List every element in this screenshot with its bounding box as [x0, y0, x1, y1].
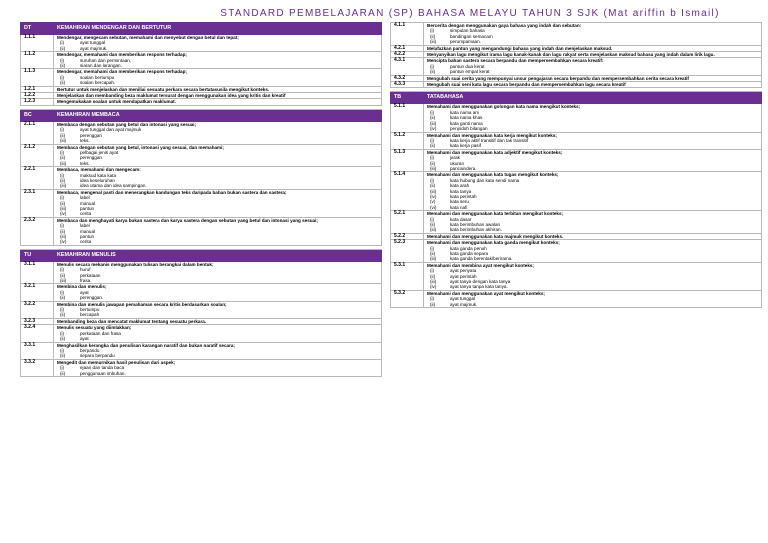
standard-code: 4.2.2 [391, 52, 424, 58]
standard-statement: Memahami dan menggunakan kata terbitan mengikut konteks; [427, 211, 564, 217]
sub-item-text: perkataan dan frasa [80, 330, 121, 336]
sub-item-number: (ii) [60, 200, 66, 206]
standard-statement: Memahami dan menggunakan kata adjektif mengikut konteks; [427, 149, 563, 155]
standard-row [21, 69, 382, 86]
sub-item-number: (iii) [60, 160, 67, 166]
sub-item-text: teks. [80, 160, 90, 166]
standard-content [424, 290, 762, 307]
sub-item-number: (iii) [430, 256, 437, 262]
standard-content [54, 261, 382, 284]
standard-content [54, 301, 382, 318]
sub-item-text: bertumpu [80, 307, 100, 313]
sub-item-text: perenggan [80, 132, 102, 138]
standard-code: 5.3.2 [391, 290, 424, 307]
standard-row [21, 121, 382, 144]
standard-code: 2.3.1 [21, 189, 54, 217]
standard-content [54, 189, 382, 217]
sub-item-number: (i) [60, 74, 65, 80]
standard-content [54, 359, 382, 376]
standard-content [424, 52, 762, 58]
sub-item-text: ayat penyata [450, 268, 477, 274]
sub-item-number: (iv) [430, 126, 437, 132]
sub-item-text: cerita [80, 211, 92, 217]
sub-item [57, 46, 378, 51]
sub-item [57, 278, 378, 283]
sub-item-number: (ii) [60, 370, 66, 376]
standard-row [391, 240, 762, 263]
sub-item [427, 126, 758, 131]
standard-content [424, 23, 762, 46]
sub-item-text: kata nama khas [450, 115, 483, 121]
sub-item [57, 295, 378, 300]
standard-content [424, 172, 762, 211]
sub-item-text: manual [80, 200, 96, 206]
sub-item-text: kata berimbuhan awalan [450, 222, 501, 227]
section-code: TU [21, 249, 54, 261]
standard-code: 1.1.3 [21, 69, 54, 86]
standard-code: 5.1.2 [391, 132, 424, 149]
sub-item [57, 353, 378, 358]
standard-row [21, 167, 382, 190]
sub-item [57, 371, 378, 376]
standard-statement: Mengubah suai cerita yang mempunyai unsur pengajaran secara berpandu dan mempersembahkan cerita secara kreatif [427, 75, 689, 81]
sub-item-number: (i) [60, 172, 65, 178]
sub-item-text: ayat [80, 289, 89, 295]
standard-row [21, 359, 382, 376]
sub-item-text: bandingan semacam [450, 33, 493, 39]
standard-statement: Menjelaskan dan membanding beza maklumat tersurat dengan menggunakan idea yang kritis dan kreatif [57, 93, 286, 99]
sub-item-number: (iii) [430, 39, 437, 45]
sub-item-text: kata kerja aktif transitif dan tak transitif [450, 137, 529, 143]
standard-code: 3.3.2 [21, 359, 54, 376]
sub-item-number: (iii) [60, 138, 67, 144]
standard-code: 3.1.1 [21, 261, 54, 284]
standard-code: 4.3.1 [391, 58, 424, 75]
sub-item-number: (i) [430, 216, 435, 222]
sub-item [57, 336, 378, 341]
sub-item-text: maksud kata kata [80, 172, 117, 178]
sub-item-number: (i) [60, 365, 65, 371]
standard-statement: Mendengar, memahami dan memberikan respons terhadap; [57, 52, 187, 58]
standard-statement: Memahami dan menggunakan ayat mengikut konteks; [427, 290, 545, 296]
standard-statement: Mencipta bahan sastera secara berpandu dan mempersembahkan secara kreatif: [427, 58, 604, 64]
sub-item-text: kata tanya [450, 188, 472, 194]
sub-item-text: perumpamaan. [450, 39, 481, 45]
standard-code: 5.2.1 [391, 211, 424, 234]
page-title: STANDARD PEMBELAJARAN (SP) BAHASA MELAYU TAHUN 3 SJK (Mat ariffin b Ismail) [220, 8, 720, 19]
standard-statement: Mengemukakan soalan untuk mendapatkan maklumat. [57, 99, 176, 105]
sub-item [427, 227, 758, 232]
sub-item-number: (i) [60, 347, 65, 353]
standard-statement: Bercerita dengan menggunakan gaya bahasa yang indah dan sebutan: [427, 23, 582, 28]
sub-item-number: (ii) [430, 301, 436, 307]
sub-item-text: berpandu [80, 347, 100, 353]
sub-item-number: (i) [60, 127, 65, 133]
sub-item [57, 138, 378, 143]
sub-item [427, 284, 758, 289]
standard-code: 5.1.4 [391, 172, 424, 211]
sub-item [57, 63, 378, 68]
standard-statement: Mendengar, memahami dan memberikan respons terhadap; [57, 69, 187, 75]
sub-item-text: siaran dan larangan. [80, 63, 122, 69]
left-standards-table [20, 22, 382, 377]
sub-item [57, 312, 378, 317]
standard-statement: Menulis sesuatu yang diimlakkan; [57, 325, 132, 331]
sub-item-number: (ii) [430, 222, 436, 227]
section-header [21, 23, 382, 35]
standard-statement: Memahami dan menggunakan kata ganda mengikut konteks; [427, 240, 560, 246]
standard-code: 2.1.1 [21, 121, 54, 144]
sub-item [427, 256, 758, 261]
sub-item-number: (i) [430, 268, 435, 274]
standard-code: 4.3.2 [391, 75, 424, 81]
sub-item-number: (i) [430, 28, 435, 34]
section-code: DT [21, 23, 54, 35]
sub-item-number: (i) [430, 155, 435, 161]
standard-statement: Memahami dan menggunakan kata majmuk mengikut konteks. [427, 233, 564, 239]
standard-content [424, 211, 762, 234]
sub-item-text: bercapah [80, 312, 100, 318]
sub-item-number: (i) [430, 109, 435, 115]
section-header [21, 249, 382, 261]
sub-item [57, 211, 378, 216]
sub-item-number: (ii) [430, 115, 436, 121]
sub-item-number: (i) [430, 296, 435, 302]
sub-item-number: (i) [430, 137, 435, 143]
standard-content [54, 144, 382, 167]
sub-item-text: jarak [450, 155, 460, 161]
sub-item-text: pancaindera. [450, 165, 477, 171]
section-header [391, 92, 762, 104]
section-code: BC [21, 109, 54, 121]
standard-content [54, 167, 382, 190]
sub-item-text: perkataan [80, 272, 101, 278]
standard-content [54, 121, 382, 144]
sub-item-number: (i) [60, 40, 65, 46]
sub-item-number: (iii) [430, 227, 437, 233]
sub-item-text: kata ganti nama [450, 120, 483, 126]
standard-code: 1.2.3 [21, 99, 54, 105]
standard-statement: Melafazkan pantun yang mengandungi bahasa yang indah dan menjelaskan maksud. [427, 45, 613, 51]
sub-item-number: (ii) [60, 80, 66, 86]
standard-row [391, 149, 762, 172]
standard-code: 2.1.2 [21, 144, 54, 167]
standard-row [21, 144, 382, 167]
sub-item-text: pelbagai jenis ayat [80, 149, 119, 155]
standard-code: 2.2.1 [21, 167, 54, 190]
standard-row [391, 132, 762, 149]
sub-item-number: (iv) [430, 193, 437, 199]
sub-item-text: idea keseluruhan [80, 177, 115, 183]
section-header [21, 109, 382, 121]
standard-statement: Mengedit dan memurnikan hasil penulisan dari aspek; [57, 359, 176, 365]
sub-item [427, 69, 758, 74]
sub-item-number: (iv) [60, 211, 67, 217]
sub-item-number: (iii) [430, 165, 437, 171]
sub-item-text: kata dasar [450, 216, 472, 222]
standard-statement: Membaca dengan sebutan yang betul dan intonasi yang sesuai; [57, 121, 197, 127]
sub-item-text: kata ganda separa [450, 251, 489, 257]
sub-item [427, 205, 758, 210]
sub-item-number: (i) [430, 245, 435, 251]
sub-item-text: ayat tanya tanpa kata tanya. [450, 284, 508, 290]
sub-item-number: (ii) [430, 183, 436, 189]
standard-content [424, 149, 762, 172]
sub-item-text: teks. [80, 138, 90, 144]
standard-row [21, 342, 382, 359]
sub-item-number: (iii) [430, 120, 437, 126]
sub-item-number: (ii) [60, 353, 66, 359]
standard-code: 1.2.1 [21, 86, 54, 92]
sub-item-number: (i) [60, 267, 65, 273]
standard-statement: Menulis secara mekanis menggunakan tulisan berangkai dalam bentuk; [57, 261, 214, 267]
standard-statement: Mendengar, mengecam sebutan, memahami dan menyebut dengan betul dan tepat; [57, 35, 239, 40]
sub-item-text: pantun empat kerat [450, 69, 490, 75]
standard-statement: Memahami dan menggunakan golongan kata nama mengikut konteks; [427, 104, 581, 110]
sub-item-number: (ii) [430, 273, 436, 279]
standard-content [424, 132, 762, 149]
standard-content [424, 104, 762, 132]
sub-item-text: frasa. [80, 278, 92, 284]
sub-item-text: pantun [80, 205, 95, 211]
sub-item-text: kata seru [450, 199, 469, 205]
sub-item-number: (iii) [430, 279, 437, 285]
section-code: TB [391, 92, 424, 104]
sub-item [57, 183, 378, 188]
standard-row [21, 189, 382, 217]
standard-content [54, 69, 382, 86]
standard-row [391, 23, 762, 46]
standard-code: 5.1.3 [391, 149, 424, 172]
standard-row [391, 52, 762, 58]
sub-item-text: kata kerja pasif [450, 143, 481, 149]
standard-code: 1.1.2 [21, 52, 54, 69]
sub-item-number: (i) [60, 307, 65, 313]
sub-item-number: (ii) [60, 63, 66, 69]
sub-item-number: (ii) [60, 336, 66, 342]
standard-content [54, 342, 382, 359]
sub-item-text: ayat majmuk. [80, 45, 108, 51]
sub-item-number: (iii) [60, 183, 67, 189]
sub-item [427, 166, 758, 171]
section-title: KEMAHIRAN MENDENGAR DAN BERTUTUR [54, 23, 382, 35]
sub-item-text: simpulan bahasa [450, 28, 485, 34]
standard-statement: Bertutur untuk menjelaskan dan meniliai sesuatu perkara secara bertatasusila mengikut konteks. [57, 86, 270, 92]
section-title: KEMAHIRAN MENULIS [54, 249, 382, 261]
standard-code: 3.2.3 [21, 318, 54, 324]
sub-item-text: ayat majmuk. [450, 301, 478, 307]
standard-content [424, 240, 762, 263]
sub-item-number: (ii) [430, 251, 436, 257]
standard-statement: Membina dan menulis jawapan pemahaman secara kritis berdasarkan soalan; [57, 301, 227, 307]
standard-content [54, 217, 382, 245]
sub-item-number: (v) [430, 199, 436, 205]
standard-code: 4.1.1 [391, 23, 424, 46]
standard-row [391, 211, 762, 234]
standard-statement: Membaca dengan sebutan yang betul, intonasi yang sesuai, dan memahami; [57, 144, 224, 150]
standard-row [391, 262, 762, 290]
standard-code: 5.2.3 [391, 240, 424, 263]
sub-item-text: pantun [80, 234, 95, 239]
sub-item-text: kata perintah [450, 193, 477, 199]
sub-item-text: soalan bertumpu [80, 74, 115, 80]
sub-item-number: (i) [60, 57, 65, 63]
sub-item [427, 143, 758, 148]
sub-item-number: (i) [430, 63, 435, 69]
sub-item-number: (ii) [60, 312, 66, 318]
sub-item-text: ejaan dan tanda baca [80, 365, 125, 371]
standard-code: 5.3.1 [391, 262, 424, 290]
standard-statement: Membaca, mengenal pasti dan menerangkan kandungan teks daripada bahan bukan sastera dan sastera; [57, 189, 287, 195]
sub-item-number: (iii) [60, 205, 67, 211]
sub-item-number: (ii) [60, 228, 66, 234]
sub-item-text: perenggan [80, 155, 102, 161]
standard-code: 5.1.1 [391, 104, 424, 132]
standard-row [391, 104, 762, 132]
standard-statement: Memahami dan menggunakan kata kerja mengikut konteks; [427, 132, 557, 138]
sub-item-number: (iii) [60, 234, 67, 239]
sub-item-number: (ii) [60, 155, 66, 161]
sub-item [57, 161, 378, 166]
sub-item-number: (vi) [430, 204, 437, 210]
sub-item-number: (ii) [60, 177, 66, 183]
standard-row [21, 301, 382, 318]
sub-item [427, 39, 758, 44]
sub-item-text: ayat tunggal [450, 296, 476, 302]
section-title: KEMAHIRAN MEMBACA [54, 109, 382, 121]
sub-item-text: cerita [80, 239, 92, 245]
sub-item-text: ayat tanya dengan kata tanya [450, 279, 511, 285]
sub-item-text: ayat tunggal dan ayat majmuk [80, 127, 142, 133]
standard-row [391, 58, 762, 75]
sub-item-text: suruhan dan permintaan, [80, 57, 132, 63]
standard-code: 2.3.2 [21, 217, 54, 245]
sub-item-text: kata hubung dan kata sendi nama [450, 177, 520, 183]
standard-row [391, 172, 762, 211]
sub-item-text: kata arah [450, 183, 470, 189]
sub-item-number: (ii) [60, 295, 66, 301]
sub-item-text: huruf [80, 267, 91, 273]
standard-row [391, 290, 762, 307]
sub-item-number: (ii) [430, 69, 436, 75]
standard-row [21, 35, 382, 52]
sub-item-number: (i) [60, 330, 65, 336]
standard-code: 3.2.2 [21, 301, 54, 318]
standard-statement: Memahami dan menggunakan kata tugas mengikut konteks; [427, 172, 559, 178]
sub-item-number: (iii) [60, 278, 67, 284]
standard-code: 4.2.1 [391, 45, 424, 51]
standard-code: 5.2.2 [391, 233, 424, 239]
sub-item-number: (iv) [430, 284, 437, 290]
sub-item [57, 80, 378, 85]
sub-item-text: label [80, 223, 90, 229]
standard-statement: Memahami dan membina ayat mengikut konteks; [427, 262, 534, 268]
sub-item-number: (i) [60, 223, 65, 229]
standard-statement: Mengubah suai seni kata lagu secara berpandu dan mempersembahkan lagu secara kreatif [427, 82, 626, 88]
standard-code: 3.2.1 [21, 284, 54, 301]
standard-row [21, 325, 382, 342]
standard-code: 3.2.4 [21, 325, 54, 342]
standard-code: 1.2.2 [21, 93, 54, 99]
sub-item-text: kata berimbuhan akhiran. [450, 227, 502, 233]
standard-statement: Membaca, memahami dan mengecam: [57, 167, 141, 173]
section-title: TATABAHASA [424, 92, 762, 104]
standard-content [54, 325, 382, 342]
sub-item-number: (i) [430, 177, 435, 183]
standard-content [424, 58, 762, 75]
sub-item-text: pantun dua kerat [450, 63, 485, 69]
sub-item-number: (ii) [60, 272, 66, 278]
sub-item-number: (ii) [60, 45, 66, 51]
standard-code: 4.3.3 [391, 82, 424, 88]
sub-item-number: (iv) [60, 239, 67, 245]
sub-item-number: (ii) [430, 33, 436, 39]
standard-code: 1.1.1 [21, 35, 54, 52]
right-standards-table [390, 22, 762, 308]
sub-item-number: (iii) [430, 188, 437, 194]
standard-statement: Menghasilkan kerangka dan penulisan karangan naratif dan bukan naratif secara; [57, 342, 235, 348]
standard-content [54, 35, 382, 52]
standard-row [21, 284, 382, 301]
standard-content [54, 52, 382, 69]
sub-item-text: soalan bercapah. [80, 80, 116, 86]
sub-item-text: ukuran [450, 160, 465, 166]
sub-item-text: manual [80, 228, 96, 234]
sub-item-number: (ii) [60, 132, 66, 138]
sub-item-text: kata nafi [450, 204, 468, 210]
standard-content [54, 284, 382, 301]
standard-statement: Membanding beza dan mencatat maklumat tentang sesuatu perkara. [57, 318, 207, 324]
sub-item-text: separa berpandu [80, 353, 115, 359]
sub-item-number: (i) [60, 149, 65, 155]
sub-item [57, 239, 378, 244]
sub-item-text: penggunaan imbuhan. [80, 370, 126, 376]
sub-item-text: perenggan. [80, 295, 104, 301]
standard-row [21, 217, 382, 245]
sub-item-text: ayat [80, 336, 89, 342]
standard-row [21, 261, 382, 284]
standard-content [424, 262, 762, 290]
sub-item-text: penjodoh bilangan [450, 126, 488, 132]
sub-item-number: (ii) [430, 160, 436, 166]
sub-item-text: kata ganda berentak/berirama. [450, 256, 513, 262]
sub-item-text: label [80, 195, 90, 201]
sub-item-text: ayat tunggal [80, 40, 106, 46]
sub-item [427, 302, 758, 307]
standard-row [21, 52, 382, 69]
standard-code: 3.3.1 [21, 342, 54, 359]
standard-statement: Membaca dan menghayati karya bukan sastera dan karya sastera dengan sebutan yang betul dan intonasi yang sesuai; [57, 217, 318, 223]
standard-statement: Menyanyikan lagu mengikut irama lagu kanak-kanak dan lagu rakyat serta menjelaskan maksud bahasa yang indah dalam lirik lagu. [427, 52, 715, 58]
sub-item-text: ayat perintah [450, 273, 477, 279]
sub-item-number: (i) [60, 289, 65, 295]
sub-item-text: kata ganda penuh [450, 245, 487, 251]
standard-statement: Membina dan menulis; [57, 284, 107, 290]
sub-item-number: (ii) [430, 143, 436, 149]
sub-item-number: (i) [60, 195, 65, 201]
sub-item-text: idea utama dan idea sampingan. [80, 183, 147, 189]
sub-item-text: kata nama am [450, 109, 480, 115]
